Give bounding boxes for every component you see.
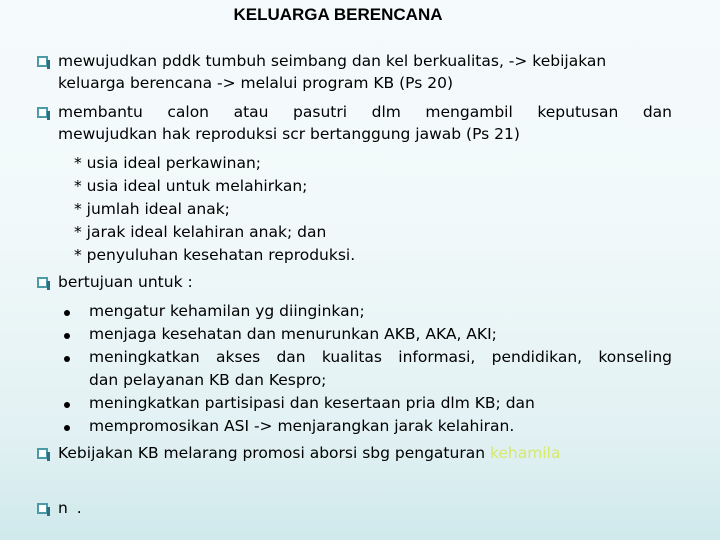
bullet-dot-icon [64,333,70,339]
bullet-dot-icon [64,310,70,316]
item-3-bullet-4: meningkatkan partisipasi dan kesertaan pria dlm KB; dan [89,394,535,412]
square-bullet-icon [37,56,48,67]
item-2-line-1: membantu calon atau pasutri dlm mengambil keputusan dan [58,103,672,121]
item-2-sub-5: * penyuluhan kesehatan reproduksi. [74,246,356,264]
square-bullet-icon [37,107,48,118]
square-bullet-icon [37,503,48,514]
item-3-bullet-5: mempromosikan ASI -> menjarangkan jarak kelahiran. [89,417,515,435]
page-title: KELUARGA BERENCANA [233,5,443,24]
item-4-highlight: kehamila [489,444,561,462]
item-4-text: Kebijakan KB melarang promosi aborsi sbg pengaturan [58,444,486,462]
square-bullet-icon [37,277,48,288]
item-4-line-1 [58,442,560,464]
bullet-dot-icon [64,425,70,431]
item-2-sub-1: * usia ideal perkawinan; [74,154,262,172]
item-2-sub-3: * jumlah ideal anak; [74,200,230,218]
item-3-bullet-2: menjaga kesehatan dan menurunkan AKB, AKA, AKI; [89,325,497,343]
item-2-line-2: mewujudkan hak reproduksi scr bertanggung jawab (Ps 21) [58,125,520,143]
item-3-bullet-3: meningkatkan akses dan kualitas informasi, pendidikan, konseling [89,348,672,366]
item-3-line-1: bertujuan untuk : [58,273,193,291]
bullet-dot-icon [64,356,70,362]
bullet-dot-icon [64,402,70,408]
item-3-bullet-1: mengatur kehamilan yg diinginkan; [89,302,365,320]
square-bullet-icon [37,448,48,459]
item-5-line-1: n . [58,499,84,517]
item-2-sub-2: * usia ideal untuk melahirkan; [74,177,308,195]
item-2-sub-4: * jarak ideal kelahiran anak; dan [74,223,327,241]
item-1-line-1: mewujudkan pddk tumbuh seimbang dan kel berkualitas, -> kebijakan [58,52,607,70]
item-3-bullet-3-cont: dan pelayanan KB dan Kespro; [89,371,327,389]
item-1-line-2: keluarga berencana -> melalui program KB (Ps 20) [58,74,454,92]
